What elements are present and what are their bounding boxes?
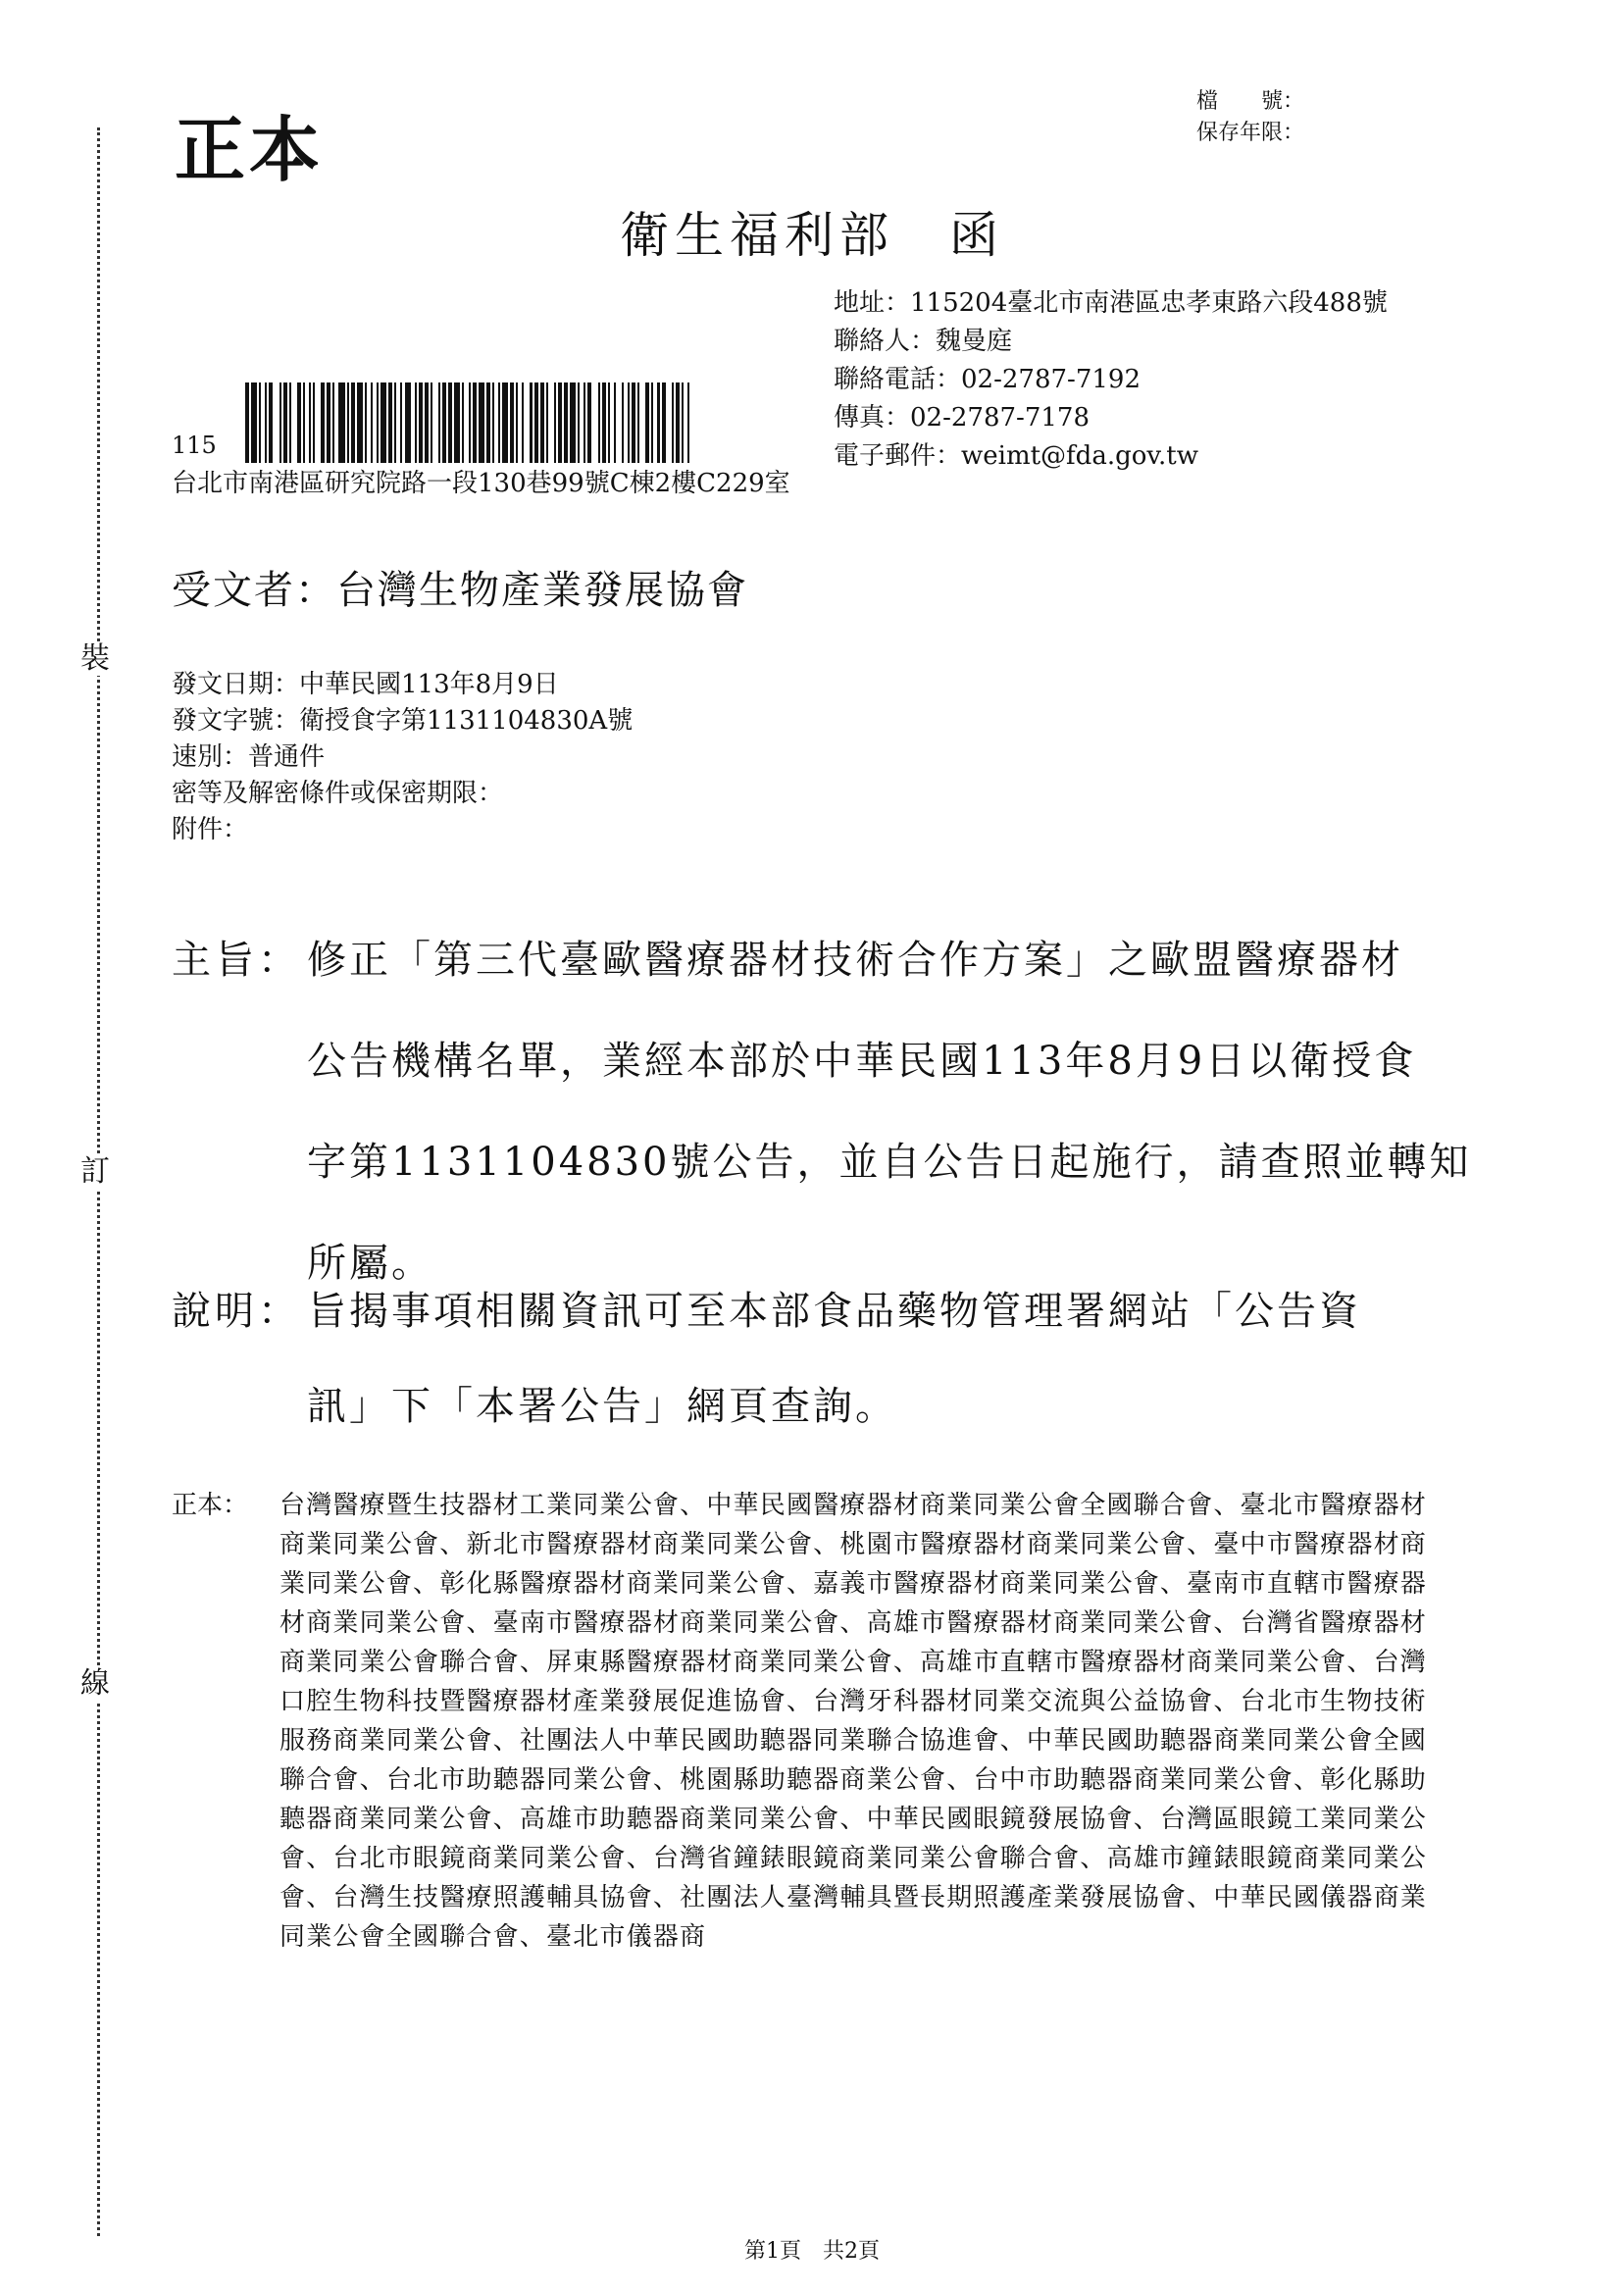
barcode [245, 382, 696, 463]
binding-mark-ding: 訂 [80, 1154, 110, 1189]
explanation-line: 旨揭事項相關資訊可至本部食品藥物管理署網站「公告資 [307, 1289, 1361, 1334]
retention-label: 保存年限： [1196, 121, 1305, 145]
postal-code: 115 [172, 432, 217, 459]
explanation-line: 訊」下「本署公告」網頁查詢。 [307, 1384, 897, 1429]
document-meta [172, 667, 633, 848]
contact-fax: 傳真：02-2787-7178 [834, 403, 1090, 433]
original-copy-stamp: 正本 [175, 108, 325, 191]
file-info [1196, 86, 1304, 149]
binding-mark-xian: 線 [80, 1666, 110, 1701]
copies-recipients: 台灣醫療暨生技器材工業同業公會、中華民國醫療器材商業同業公會全國聯合會、臺北市醫療器材商業同業公會、新北市醫療器材商業同業公會、桃園市醫療器材商業同業公會、臺中市醫療器材商業同業公會、彰化縣醫療器材商業同業公會、嘉義市醫療器材商業同業公會、臺南市直轄市醫療器材商業同業公會、臺南市醫療器材商業同業公會、高雄市醫療器材商業同業公會、台灣省醫療器材商業同業公會聯合會、屏東縣醫療器材商業同業公會、高雄市直轄市醫療器材商業同業公會、台灣口腔生物科技暨醫療器材產業發展促進協會、台灣牙科器材同業交流與公益協會、台北市生物技術服務商業同業公會、社團法人中華民國助聽器同業聯合協進會、中華民國助聽器商業同業公會全國聯合會、台北市助聽器同業公會、桃園縣助聽器商業公會、台中市助聽器商業同業公會、彰化縣助聽器商業同業公會、高雄市助聽器商業同業公會、中華民國眼鏡發展協會、台灣區眼鏡工業同業公會、台北市眼鏡商業同業公會、台灣省鐘錶眼鏡商業同業公會聯合會、高雄市鐘錶眼鏡商業同業公會、台灣生技醫療照護輔具協會、社團法人臺灣輔具暨長期照護產業發展協會、中華民國儀器商業同業公會全國聯合會、臺北市儀器商 [279, 1491, 1427, 1952]
sender-address: 地址：115204臺北市南港區忠孝東路六段488號 [834, 288, 1388, 318]
subject-label: 主旨： [172, 938, 301, 983]
file-number-label: 檔 號： [1196, 89, 1305, 114]
explanation-label: 說明： [172, 1289, 301, 1334]
speed-class: 速別：普通件 [172, 742, 326, 772]
contact-email: 電子郵件：weimt@fda.gov.tw [834, 441, 1198, 471]
document-number: 發文字號：衛授食字第1131104830A號 [172, 706, 634, 736]
sender-contact-block [834, 284, 1388, 476]
subject-line: 公告機構名單，業經本部於中華民國113年8月9日以衛授食 [307, 1039, 1417, 1084]
attachment: 附件： [172, 815, 249, 844]
recipient-address: 台北市南港區研究院路一段130巷99號C棟2樓C229室 [172, 469, 790, 498]
document-title: 衛生福利部 函 [620, 207, 1004, 264]
secrecy-level: 密等及解密條件或保密期限： [172, 779, 504, 808]
recipient: 受文者：台灣生物產業發展協會 [172, 568, 748, 613]
page-number: 第1頁 共2頁 [744, 2239, 880, 2264]
contact-person: 聯絡人：魏曼庭 [834, 327, 1013, 356]
subject-line: 修正「第三代臺歐醫療器材技術合作方案」之歐盟醫療器材 [307, 938, 1403, 983]
subject-line: 所屬。 [307, 1241, 433, 1286]
subject-line: 字第1131104830號公告，並自公告日起施行，請查照並轉知 [307, 1140, 1472, 1185]
contact-phone: 聯絡電話：02-2787-7192 [834, 365, 1141, 394]
binding-mark-zhuang: 裝 [80, 641, 110, 676]
issue-date: 發文日期：中華民國113年8月9日 [172, 670, 559, 699]
copies-label: 正本： [172, 1491, 249, 1520]
